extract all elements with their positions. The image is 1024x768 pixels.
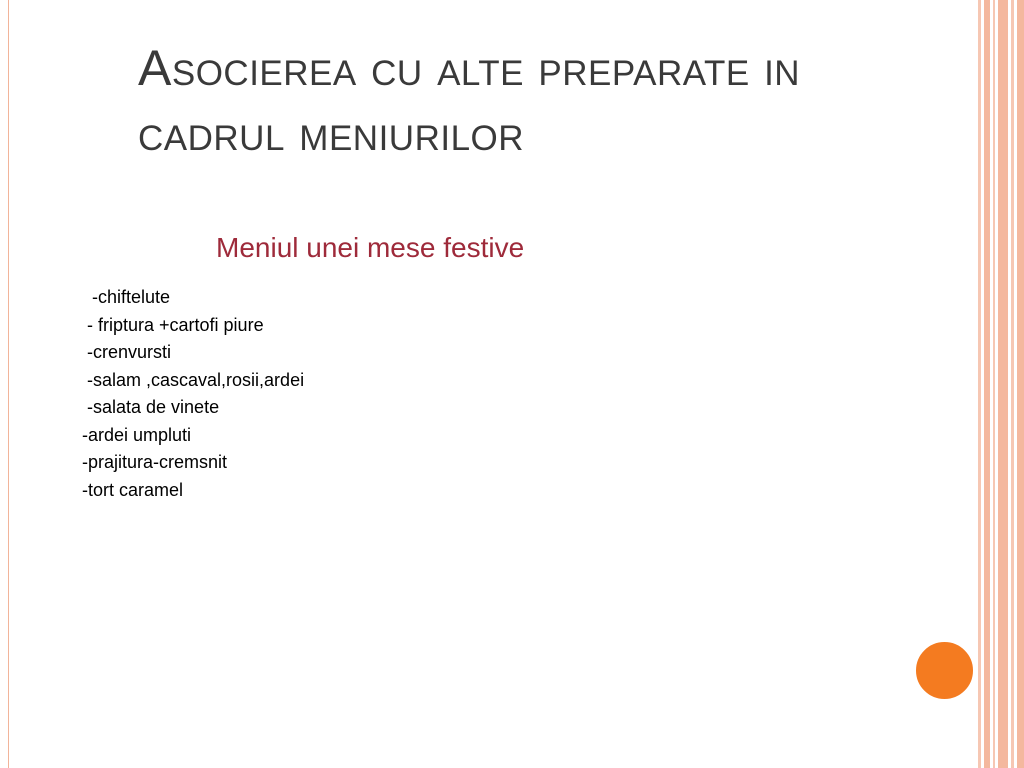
list-item: -salata de vinete (82, 397, 220, 417)
orange-circle-decoration (914, 640, 975, 701)
list-item: -chiftelute (82, 287, 171, 307)
list-item: - friptura +cartofi piure (82, 314, 264, 335)
right-stripe-6 (1017, 0, 1024, 768)
right-stripe-1 (978, 0, 981, 768)
list-item: -crenvursti (82, 342, 172, 362)
right-stripe-2 (984, 0, 990, 768)
list-item: -prajitura-cremsnit (82, 452, 228, 472)
menu-list (82, 284, 304, 504)
right-stripe-3 (993, 0, 995, 768)
left-frame-line (8, 0, 9, 768)
list-item: -tort caramel (82, 479, 184, 500)
title-line-1: Asocierea cu alte preparate in (138, 40, 801, 96)
list-item: -salam ,cascaval,rosii,ardei (82, 369, 305, 390)
right-stripe-4 (998, 0, 1008, 768)
slide-title (138, 36, 918, 166)
list-item: -ardei umpluti (82, 424, 192, 445)
title-line-2: cadrul meniurilor (138, 105, 525, 161)
menu-subtitle: Meniul unei mese festive (216, 232, 525, 263)
right-stripe-5 (1011, 0, 1014, 768)
